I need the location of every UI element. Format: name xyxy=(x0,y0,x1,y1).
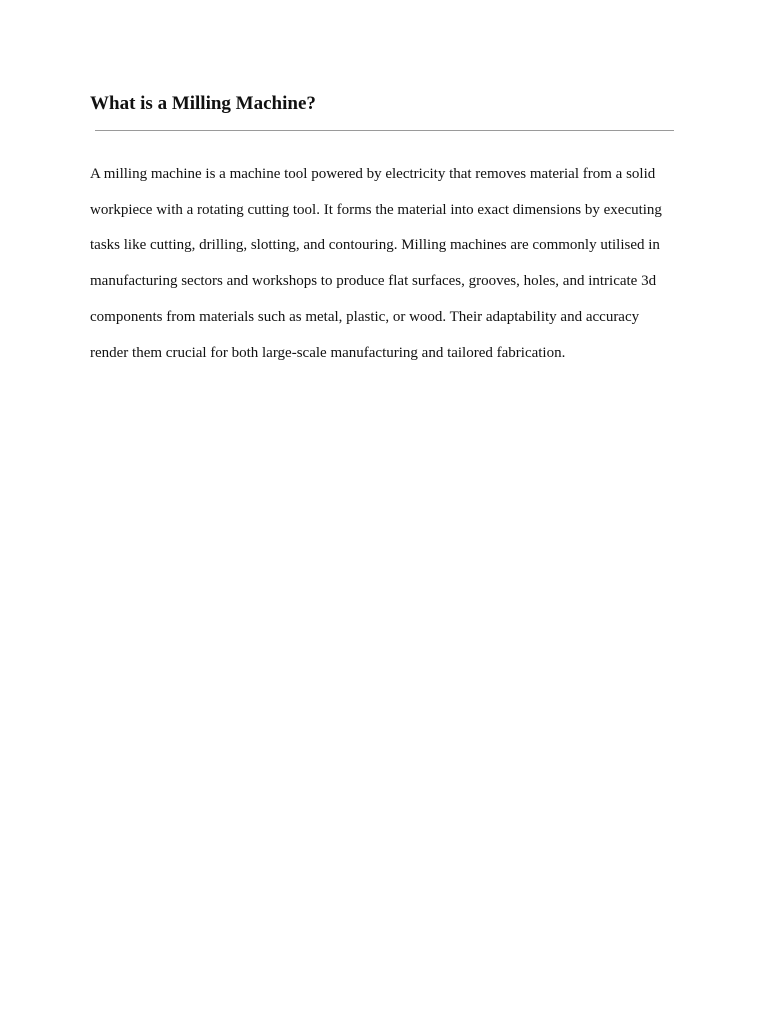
paragraph-line: workpiece with a rotating cutting tool. It forms the material into exact dimensions by executing xyxy=(90,201,662,218)
paragraph-line: render them crucial for both large-scale manufacturing and tailored fabrication. xyxy=(90,344,566,361)
title-divider xyxy=(95,130,674,131)
paragraph-line: components from materials such as metal, plastic, or wood. Their adaptability and accuracy xyxy=(90,308,640,325)
body-paragraph xyxy=(90,157,690,371)
paragraph-line: tasks like cutting, drilling, slotting, and contouring. Milling machines are commonly utilised in xyxy=(90,237,660,254)
paragraph-line: manufacturing sectors and workshops to produce flat surfaces, grooves, holes, and intricate 3d xyxy=(90,273,657,290)
paragraph-line: A milling machine is a machine tool powered by electricity that removes material from a solid xyxy=(90,166,656,182)
page-title: What is a Milling Machine? xyxy=(90,93,316,114)
